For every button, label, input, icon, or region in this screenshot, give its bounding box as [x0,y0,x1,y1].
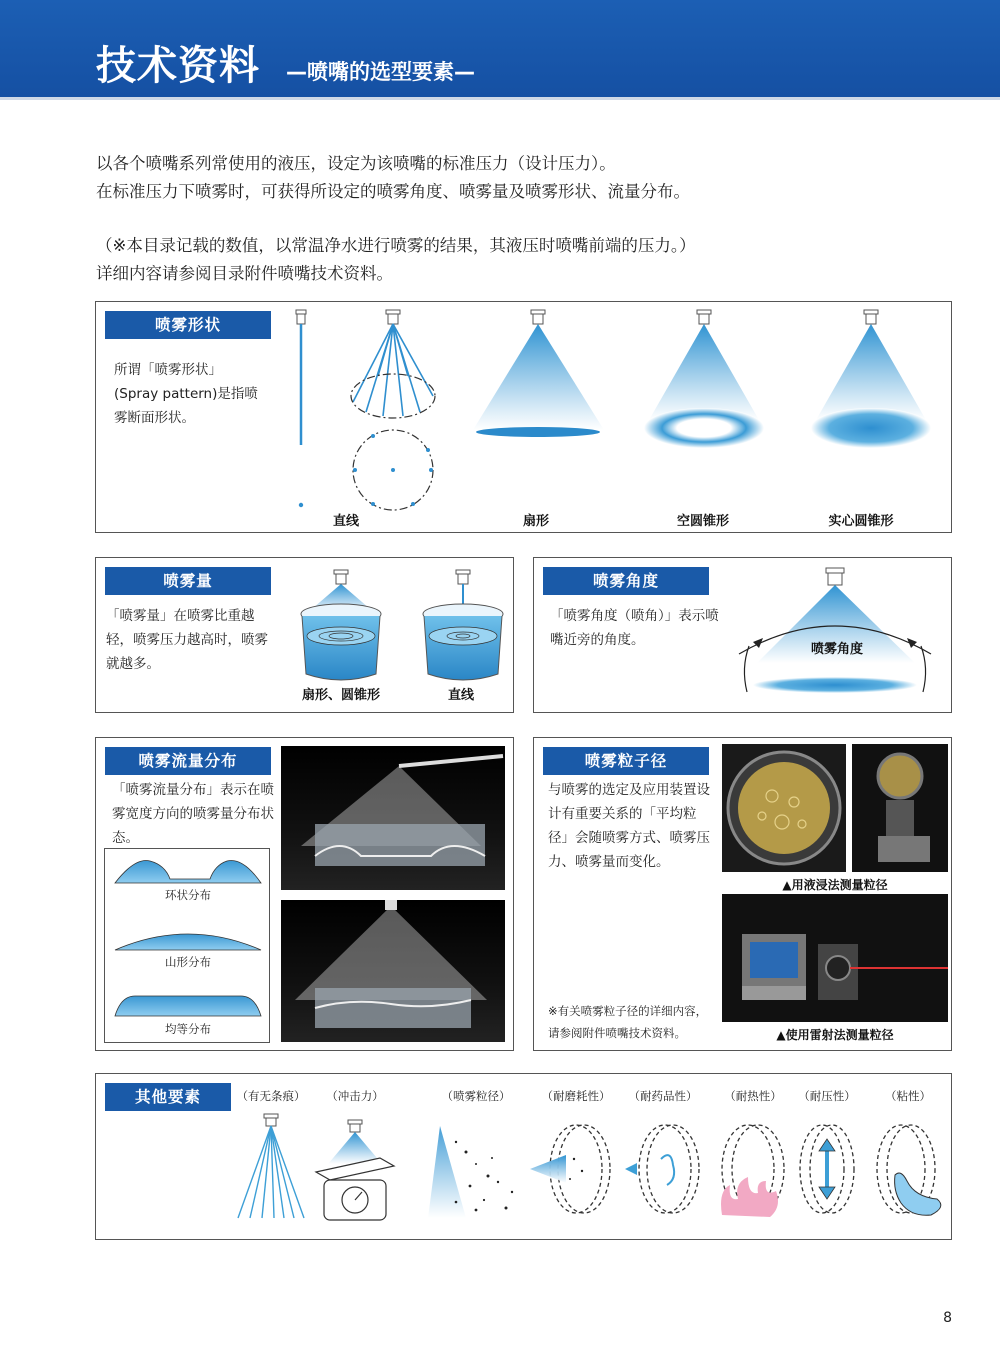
page-title: 技术资料 [96,43,260,89]
intro-note-1: （※本目录记载的数值，以常温净水进行喷雾的结果，其液压时喷嘴前端的压力。） [96,236,696,255]
caption-hollow-cone: 空圆锥形 [676,514,729,529]
intro-line-1: 以各个喷嘴系列常使用的液压，设定为该喷嘴的标准压力（设计压力）。 [96,154,616,173]
flow-distribution-tag: 喷雾流量分布 [105,747,271,775]
spray-angle-tag: 喷雾角度 [543,567,709,595]
flow-photo-mountain [281,900,505,1042]
caption-fan: 扇形 [522,514,549,529]
other-item-streaks: （有无条痕） [236,1089,306,1103]
ring-distribution-curve [115,857,261,887]
page-subtitle: —喷嘴的选型要素— [286,60,475,84]
laser-method-photo [722,894,948,1022]
full-cone-illustration [806,310,936,450]
spray-volume-desc: 「喷雾量」在喷雾比重越轻，喷雾压力越高时，喷雾就越多。 [106,608,268,672]
droplet-size-desc: 与喷雾的选定及应用装置设计有重要关系的「平均粒径」会随喷雾方式、喷雾压力、喷雾量而变化。 [548,782,710,870]
flow-distribution-desc: 「喷雾流量分布」表示在喷雾宽度方向的喷雾量分布状态。 [112,782,274,846]
heat-illustration [716,1119,791,1224]
other-item-pressure: （耐压性） [798,1089,856,1103]
other-factors-panel [95,1073,952,1240]
beaker-straight-illustration [418,570,508,685]
caption-straight: 直线 [332,514,359,529]
microscope-photo [852,744,948,872]
page-header [0,0,1000,100]
uniform-distribution-label: 均等分布 [165,1022,211,1036]
streaks-illustration [236,1114,306,1224]
other-item-droplet: （喷雾粒径） [441,1089,511,1103]
mountain-distribution-label: 山形分布 [165,955,211,969]
droplet-illustration [426,1122,521,1222]
droplet-size-note: ※有关喷雾粒子径的详细内容，请参阅附件喷嘴技术资料。 [548,1004,708,1040]
caption-fan-cone: 扇形、圆锥形 [301,688,380,703]
immersion-method-photo [722,744,846,872]
viscosity-illustration [871,1119,951,1219]
spray-lines-illustration [348,310,438,510]
page-number: 8 [943,1310,952,1326]
other-factors-tag: 其他要素 [105,1083,231,1111]
spray-pattern-desc: 所谓「喷雾形状」(Spray pattern)是指喷雾断面形状。 [114,362,258,426]
caption-full-cone: 实心圆锥形 [828,514,894,529]
impact-illustration [314,1114,396,1224]
spray-pattern-tag: 喷雾形状 [105,311,271,339]
hollow-cone-illustration [639,310,769,450]
chemical-illustration [621,1119,711,1219]
straight-jet-illustration [291,310,311,510]
flow-photo-ring [281,746,505,890]
uniform-distribution-curve [115,992,261,1018]
spray-volume-panel [95,557,514,713]
fan-spray-illustration [471,310,606,440]
mountain-distribution-curve [115,924,261,952]
other-item-impact: （冲击力） [326,1089,384,1103]
intro-line-2: 在标准压力下喷雾时，可获得所设定的喷雾角度、喷雾量及喷雾形状、流量分布。 [96,182,690,201]
immersion-method-caption: ▲用液浸法测量粒径 [782,878,888,892]
spray-angle-desc: 「喷雾角度（喷角）」表示喷嘴近旁的角度。 [550,608,719,648]
spray-volume-tag: 喷雾量 [105,567,271,595]
caption-straight-volume: 直线 [447,688,474,703]
droplet-size-tag: 喷雾粒子径 [543,747,709,775]
abrasion-illustration [526,1119,616,1219]
pressure-illustration [796,1119,861,1219]
other-item-abrasion: （耐磨耗性） [541,1089,611,1103]
intro-note-2: 详细内容请参阅目录附件喷嘴技术资料。 [96,264,393,283]
laser-method-caption: ▲使用雷射法测量粒径 [776,1028,894,1042]
spray-angle-label: 喷雾角度 [810,642,863,657]
intro-note [96,232,696,288]
ring-distribution-label: 环状分布 [165,888,211,902]
other-item-chemical: （耐药品性） [628,1089,698,1103]
distribution-chart-box [104,848,270,1043]
droplet-size-panel [533,737,952,1051]
spray-angle-illustration [739,568,939,703]
spray-angle-panel [533,557,952,713]
intro-text [96,150,690,206]
spray-pattern-panel [95,301,952,533]
other-item-heat: （耐热性） [724,1089,782,1103]
beaker-spray-illustration [296,570,386,685]
other-item-viscosity: （粘性） [885,1089,931,1103]
